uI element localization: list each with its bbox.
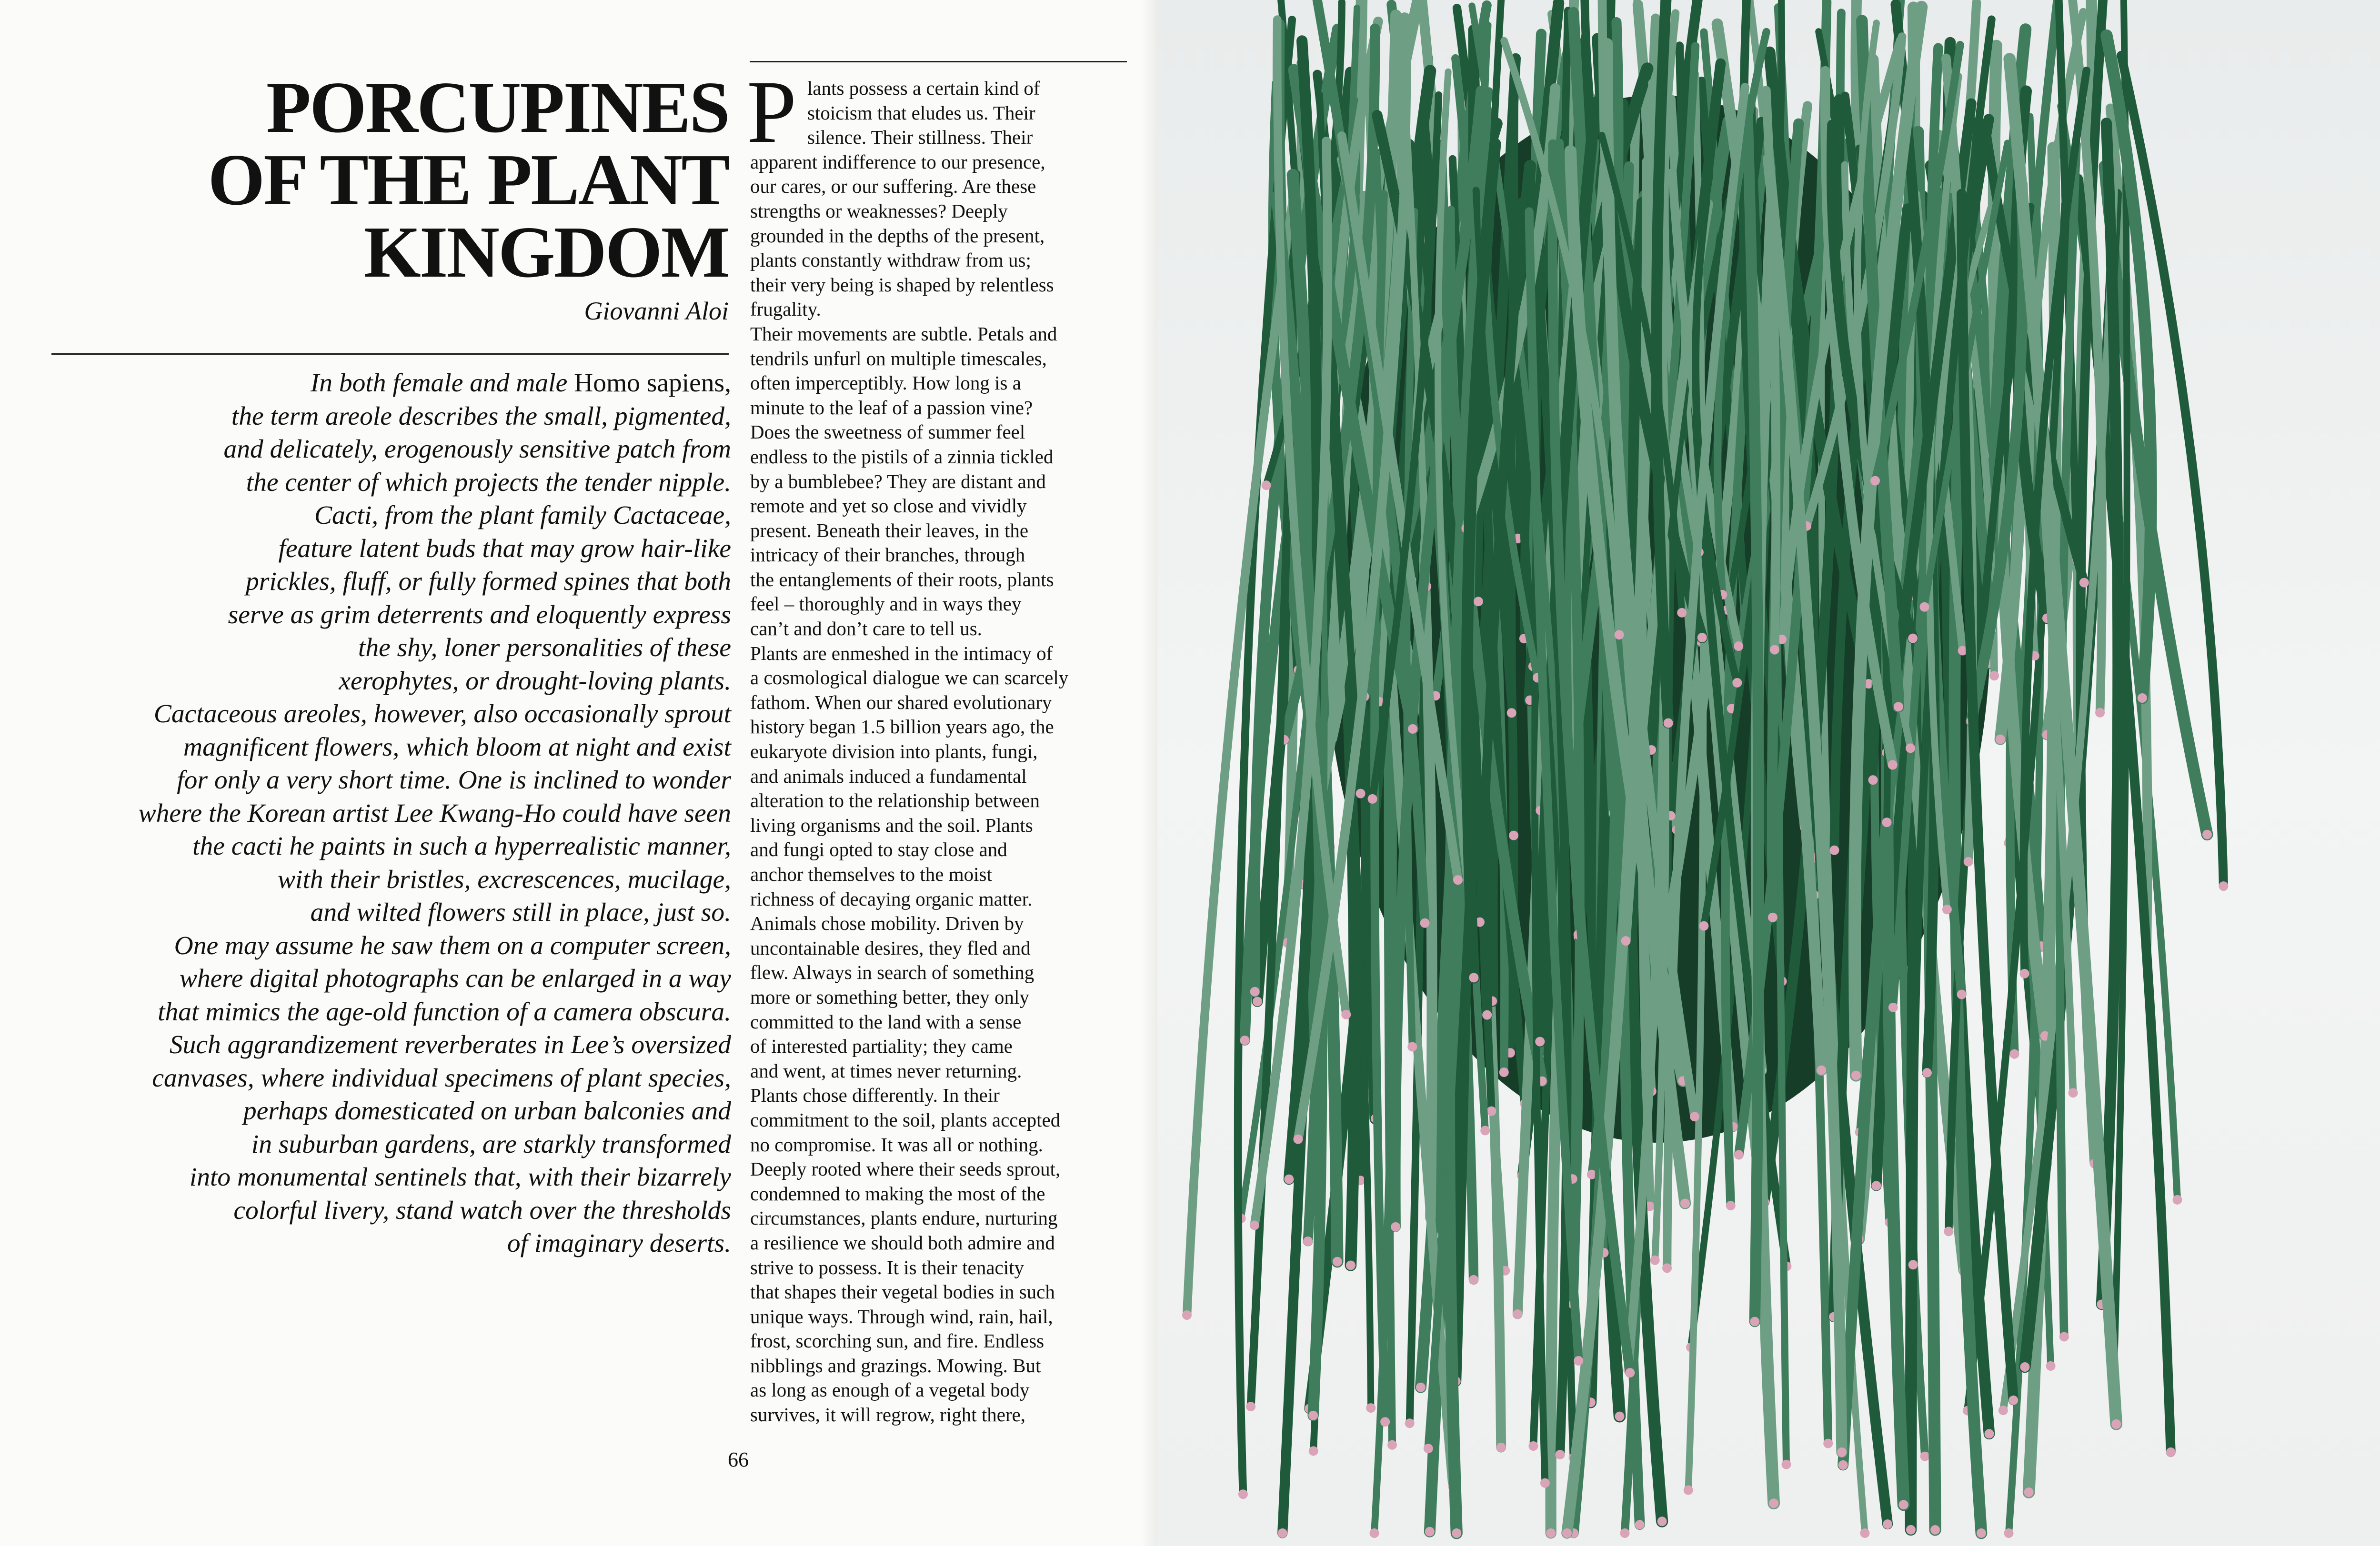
body-line: frost, scorching sun, and fire. Endless bbox=[750, 1330, 1044, 1352]
stem-tip bbox=[1699, 921, 1708, 931]
intro-line: that mimics the age-old function of a camera obscura. bbox=[158, 997, 731, 1027]
body-line: strengths or weaknesses? Deeply bbox=[750, 199, 1008, 222]
stem-tip bbox=[1496, 1443, 1506, 1452]
body-line: circumstances, plants endure, nurturing bbox=[750, 1207, 1058, 1229]
intro-line: One may assume he saw them on a computer screen, bbox=[174, 931, 731, 960]
stem-tip bbox=[1769, 1498, 1778, 1508]
stem-tip bbox=[2009, 1049, 2019, 1059]
stem-tip bbox=[1253, 997, 1262, 1006]
stem-tip bbox=[1883, 1519, 1892, 1529]
body-line: silence. Their stillness. Their bbox=[807, 126, 1033, 149]
stem-tip bbox=[1860, 1528, 1869, 1538]
body-line: present. Beneath their leaves, in the bbox=[750, 519, 1029, 541]
stem-tip bbox=[2069, 1088, 2078, 1097]
stem-tip bbox=[1977, 1528, 1986, 1538]
stem-tip bbox=[1356, 789, 1366, 798]
stem-tip bbox=[1734, 641, 1743, 651]
body-line: Plants chose differently. In their bbox=[750, 1084, 1000, 1107]
stem-tip bbox=[1380, 1417, 1390, 1426]
stem-tip bbox=[1996, 735, 2005, 744]
intro-line: canvases, where individual specimens of plant species, bbox=[152, 1063, 731, 1093]
body-line: nibblings and grazings. Mowing. But bbox=[750, 1354, 1041, 1376]
stem-tip bbox=[2095, 708, 2105, 718]
body-line: feel – thoroughly and in ways they bbox=[750, 593, 1022, 615]
stem-tip bbox=[1293, 1135, 1303, 1144]
stem-tip bbox=[1368, 794, 1377, 804]
stem-tip bbox=[1677, 608, 1687, 618]
body-line: by a bumblebee? They are distant and bbox=[750, 470, 1046, 492]
stem-tip bbox=[1486, 1107, 1496, 1116]
stem-tip bbox=[2173, 1195, 2182, 1205]
body-line: often imperceptibly. How long is a bbox=[750, 372, 1021, 394]
stem-tip bbox=[1366, 1403, 1376, 1413]
body-line: alteration to the relationship between bbox=[750, 789, 1040, 812]
body-line: Deeply rooted where their seeds sprout, bbox=[750, 1158, 1061, 1180]
cactus-stem bbox=[1512, 83, 1514, 835]
title-line: OF THE PLANT bbox=[208, 140, 729, 220]
divider-rule bbox=[51, 353, 729, 355]
body-line: anchor themselves to the moist bbox=[750, 863, 992, 885]
species-name: Homo sapiens, bbox=[574, 369, 731, 398]
stem-tip bbox=[1469, 1275, 1478, 1285]
intro-line: the center of which projects the tender nipple. bbox=[246, 468, 731, 497]
body-line: uncontainable desires, they fled and bbox=[750, 937, 1031, 959]
stem-tip bbox=[1908, 1260, 1918, 1269]
stem-tip bbox=[1474, 597, 1483, 606]
body-line: stoicism that eludes us. Their bbox=[807, 101, 1035, 124]
stem-tip bbox=[1732, 678, 1742, 688]
stem-tip bbox=[1278, 1528, 1287, 1538]
stem-tip bbox=[2166, 1447, 2176, 1457]
stem-tip bbox=[1635, 1520, 1645, 1529]
stem-tip bbox=[2008, 1396, 2018, 1405]
stem-tip bbox=[1989, 671, 1999, 680]
author-byline: Giovanni Aloi bbox=[584, 297, 729, 325]
stem-tip bbox=[1650, 1256, 1660, 1265]
stem-tip bbox=[1870, 476, 1880, 486]
intro-line: prickles, fluff, or fully formed spines that both bbox=[246, 567, 731, 596]
body-line: condemned to making the most of the bbox=[750, 1182, 1045, 1205]
stem-tip bbox=[1781, 1460, 1791, 1469]
stem-tip bbox=[1770, 645, 1779, 655]
stem-tip bbox=[1868, 775, 1878, 785]
body-line: tendrils unfurl on multiple timescales, bbox=[750, 347, 1047, 369]
stem-tip bbox=[1555, 1450, 1565, 1459]
stem-tip bbox=[1871, 1181, 1881, 1190]
body-line: plants constantly withdraw from us; bbox=[750, 249, 1031, 271]
stem-tip bbox=[1750, 1317, 1759, 1327]
intro-line: with their bristles, excrescences, mucilage, bbox=[278, 865, 731, 894]
intro-line: the cacti he paints in such a hyperrealistic manner, bbox=[192, 832, 731, 861]
divider-rule bbox=[750, 61, 1127, 62]
body-column bbox=[750, 76, 1131, 1427]
stem-tip bbox=[1899, 1500, 1908, 1509]
stem-tip bbox=[1657, 1516, 1667, 1526]
stem-tip bbox=[1482, 1010, 1492, 1020]
body-line: apparent indifference to our presence, bbox=[750, 150, 1045, 173]
stem-tip bbox=[1528, 1441, 1538, 1451]
stem-tip bbox=[1250, 1220, 1259, 1230]
title-line: PORCUPINES bbox=[266, 67, 729, 148]
stem-tip bbox=[2020, 969, 2029, 978]
stem-tip bbox=[1238, 1489, 1248, 1499]
stem-tip bbox=[2111, 1419, 2121, 1429]
intro-line: where the Korean artist Lee Kwang-Ho could have seen bbox=[138, 798, 731, 828]
body-line: endless to the pistils of a zinnia tickled bbox=[750, 445, 1054, 468]
body-line: minute to the leaf of a passion vine? bbox=[750, 396, 1033, 419]
body-line: grounded in the depths of the present, bbox=[750, 224, 1045, 247]
stem-tip bbox=[1509, 831, 1518, 840]
stem-tip bbox=[1408, 724, 1417, 734]
stem-tip bbox=[1469, 973, 1478, 982]
body-line: lants possess a certain kind of bbox=[807, 77, 1040, 99]
cactus-stems bbox=[1182, 0, 2228, 1538]
stem-tip bbox=[1908, 634, 1918, 643]
stem-tip bbox=[1726, 1201, 1736, 1210]
stem-tip bbox=[1346, 1260, 1356, 1270]
body-line: a resilience we should both admire and bbox=[750, 1231, 1055, 1254]
right-page bbox=[1157, 0, 2380, 1546]
intro-line: magnificent flowers, which bloom at night and exist bbox=[183, 732, 731, 762]
stem-tip bbox=[1309, 1446, 1318, 1456]
stem-tip bbox=[1513, 1309, 1522, 1319]
stem-tip bbox=[1930, 1525, 1940, 1535]
body-line: more or something better, they only bbox=[750, 986, 1029, 1008]
stem-tip bbox=[1920, 602, 1929, 612]
stem-tip bbox=[1894, 702, 1903, 711]
intro-line: In both female and male Homo sapiens, bbox=[310, 369, 731, 398]
stem-tip bbox=[1425, 1527, 1435, 1536]
intro-line: Such aggrandizement reverberates in Lee’s oversized bbox=[169, 1030, 731, 1059]
intro-line: into monumental sentinels that, with their bizarrely bbox=[189, 1163, 731, 1192]
stem-tip bbox=[1407, 1042, 1417, 1051]
stem-tip bbox=[2024, 1487, 2034, 1497]
stem-tip bbox=[1768, 913, 1777, 922]
stem-tip bbox=[1684, 1486, 1693, 1495]
body-line: our cares, or our suffering. Are these bbox=[750, 175, 1036, 198]
body-line: frugality. bbox=[750, 298, 821, 320]
stem-tip bbox=[1621, 936, 1631, 946]
stem-tip bbox=[1920, 1452, 1929, 1461]
stem-tip bbox=[1424, 1444, 1433, 1453]
body-line: survives, it will regrow, right there, bbox=[750, 1404, 1026, 1426]
hanging-cactus-photo bbox=[1157, 0, 2380, 1546]
stem-tip bbox=[1387, 1440, 1397, 1450]
left-page bbox=[0, 0, 1162, 1546]
stem-tip bbox=[1615, 1412, 1625, 1421]
body-line: can’t and don’t care to tell us. bbox=[750, 618, 982, 640]
stem-tip bbox=[1942, 905, 1952, 914]
intro-line: of imaginary deserts. bbox=[507, 1229, 731, 1258]
body-line: fathom. When our shared evolutionary bbox=[750, 691, 1052, 713]
stem-tip bbox=[1507, 708, 1516, 718]
body-line: the entanglements of their roots, plants bbox=[750, 568, 1054, 590]
body-line: Plants are enmeshed in the intimacy of bbox=[750, 642, 1053, 664]
intro-line: Cacti, from the plant family Cactaceae, bbox=[314, 501, 731, 530]
stem-tip bbox=[1250, 987, 1260, 997]
stem-tip bbox=[1453, 875, 1463, 885]
stem-tip bbox=[2079, 578, 2089, 588]
body-line: richness of decaying organic matter. bbox=[750, 888, 1033, 910]
body-line: Their movements are subtle. Petals and bbox=[750, 322, 1057, 345]
stem-tip bbox=[1964, 857, 1973, 867]
stem-tip bbox=[1882, 818, 1891, 827]
intro-line: colorful livery, stand watch over the thresholds bbox=[233, 1196, 731, 1225]
stem-tip bbox=[1838, 1460, 1848, 1470]
stem-tip bbox=[1615, 630, 1624, 639]
stem-tip bbox=[1246, 1402, 1255, 1411]
body-line: and animals induced a fundamental bbox=[750, 765, 1027, 787]
stem-tip bbox=[2046, 1361, 2056, 1371]
intro-line: and delicately, erogenously sensitive patch from bbox=[223, 435, 731, 464]
body-line: committed to the land with a sense bbox=[750, 1010, 1022, 1033]
body-line: and fungi opted to stay close and bbox=[750, 838, 1007, 861]
stem-tip bbox=[1405, 1418, 1415, 1428]
stem-tip bbox=[1625, 1368, 1635, 1377]
stem-tip bbox=[1540, 1478, 1550, 1488]
stem-tip bbox=[1957, 990, 1967, 999]
intro-line: the shy, loner personalities of these bbox=[358, 633, 731, 662]
body-line: a cosmological dialogue we can scarcely bbox=[750, 667, 1069, 689]
stem-tip bbox=[1262, 480, 1271, 490]
intro-line: Cactaceous areoles, however, also occasionally sprout bbox=[153, 699, 731, 728]
stem-tip bbox=[2219, 881, 2228, 891]
stem-tip bbox=[1984, 1429, 1994, 1438]
body-line: no compromise. It was all or nothing. bbox=[750, 1133, 1043, 1156]
intro-line: serve as grim deterrents and eloquently express bbox=[228, 600, 731, 629]
stem-tip bbox=[1888, 760, 1898, 769]
intro-line: and wilted flowers still in place, just so. bbox=[310, 898, 731, 927]
stem-tip bbox=[1906, 1525, 1916, 1535]
title-line: KINGDOM bbox=[363, 212, 729, 293]
intro-paragraph bbox=[48, 367, 731, 1260]
stem-tip bbox=[1734, 1150, 1744, 1159]
intro-line: where digital photographs can be enlarged in a way bbox=[179, 964, 731, 993]
stem-tip bbox=[2059, 1332, 2069, 1341]
stem-tip bbox=[1851, 1071, 1861, 1080]
article-title bbox=[167, 67, 729, 293]
body-line: of interested partiality; they came bbox=[750, 1035, 1013, 1057]
stem-tip bbox=[1308, 1411, 1318, 1420]
stem-tip bbox=[1416, 1383, 1426, 1392]
stem-tip bbox=[2202, 830, 2212, 839]
intro-line: perhaps domesticated on urban balconies and bbox=[243, 1097, 731, 1126]
body-line: remote and yet so close and vividly bbox=[750, 495, 1027, 517]
stem-tip bbox=[1284, 1175, 1294, 1184]
body-line: their very being is shaped by relentless bbox=[750, 273, 1054, 296]
stem-tip bbox=[1922, 1068, 1932, 1077]
body-line: flew. Always in search of something bbox=[750, 961, 1034, 984]
stem-tip bbox=[1574, 1356, 1583, 1366]
page-number: 66 bbox=[728, 1448, 749, 1471]
body-line: Does the sweetness of summer feel bbox=[750, 421, 1025, 443]
stem-tip bbox=[1562, 1528, 1572, 1538]
stem-tip bbox=[1341, 1010, 1351, 1019]
stem-tip bbox=[1333, 1257, 1342, 1267]
stem-tip bbox=[1998, 1406, 2008, 1415]
stem-tip bbox=[1452, 1528, 1461, 1538]
stem-tip bbox=[1680, 1198, 1690, 1208]
body-line: as long as enough of a vegetal body bbox=[750, 1379, 1030, 1401]
body-line: and went, at times never returning. bbox=[750, 1059, 1022, 1082]
body-line: strive to possess. It is their tenacity bbox=[750, 1256, 1024, 1278]
stem-tip bbox=[1420, 918, 1430, 928]
stem-tip bbox=[1662, 1263, 1672, 1273]
body-line: that shapes their vegetal bodies in such bbox=[750, 1281, 1055, 1303]
drop-cap: P bbox=[747, 62, 797, 161]
stem-tip bbox=[1906, 743, 1915, 753]
body-line: Animals chose mobility. Driven by bbox=[750, 912, 1024, 935]
body-line: commitment to the soil, plants accepted bbox=[750, 1108, 1061, 1131]
stem-tip bbox=[1944, 1227, 1953, 1236]
stem-tip bbox=[1837, 1447, 1847, 1457]
stem-tip bbox=[1823, 1439, 1833, 1448]
stem-tip bbox=[1303, 1237, 1313, 1246]
stem-tip bbox=[1369, 1528, 1379, 1538]
stem-tip bbox=[2020, 1362, 2029, 1372]
stem-tip bbox=[1888, 1003, 1898, 1012]
stem-tip bbox=[1480, 1126, 1490, 1135]
stem-tip bbox=[1499, 1067, 1509, 1077]
stem-tip bbox=[1697, 633, 1707, 642]
stem-tip bbox=[1546, 1528, 1556, 1538]
intro-line: feature latent buds that may grow hair-like bbox=[278, 534, 731, 563]
body-line: history began 1.5 billion years ago, the bbox=[750, 716, 1054, 738]
body-line: intricacy of their branches, through bbox=[750, 544, 1025, 566]
body-line: eukaryote division into plants, fungi, bbox=[750, 740, 1038, 763]
stem-tip bbox=[1535, 1037, 1545, 1047]
stem-tip bbox=[1182, 1310, 1192, 1320]
stem-tip bbox=[2138, 693, 2147, 703]
stem-tip bbox=[1620, 1528, 1629, 1538]
stem-tip bbox=[2004, 1528, 2014, 1538]
intro-line: the term areole describes the small, pigmented, bbox=[231, 401, 731, 431]
stem-tip bbox=[1829, 846, 1839, 855]
body-line: living organisms and the soil. Plants bbox=[750, 814, 1033, 836]
stem-tip bbox=[1664, 718, 1673, 728]
stem-tip bbox=[1817, 1066, 1826, 1075]
intro-line: xerophytes, or drought-loving plants. bbox=[339, 666, 731, 696]
stem-tip bbox=[1240, 1036, 1250, 1045]
intro-line: in suburban gardens, are starkly transformed bbox=[251, 1129, 731, 1159]
intro-line: for only a very short time. One is inclined to wonder bbox=[177, 766, 731, 795]
stem-tip bbox=[1391, 1222, 1400, 1232]
stem-tip bbox=[1690, 1112, 1699, 1121]
body-line: unique ways. Through wind, rain, hail, bbox=[750, 1305, 1053, 1327]
